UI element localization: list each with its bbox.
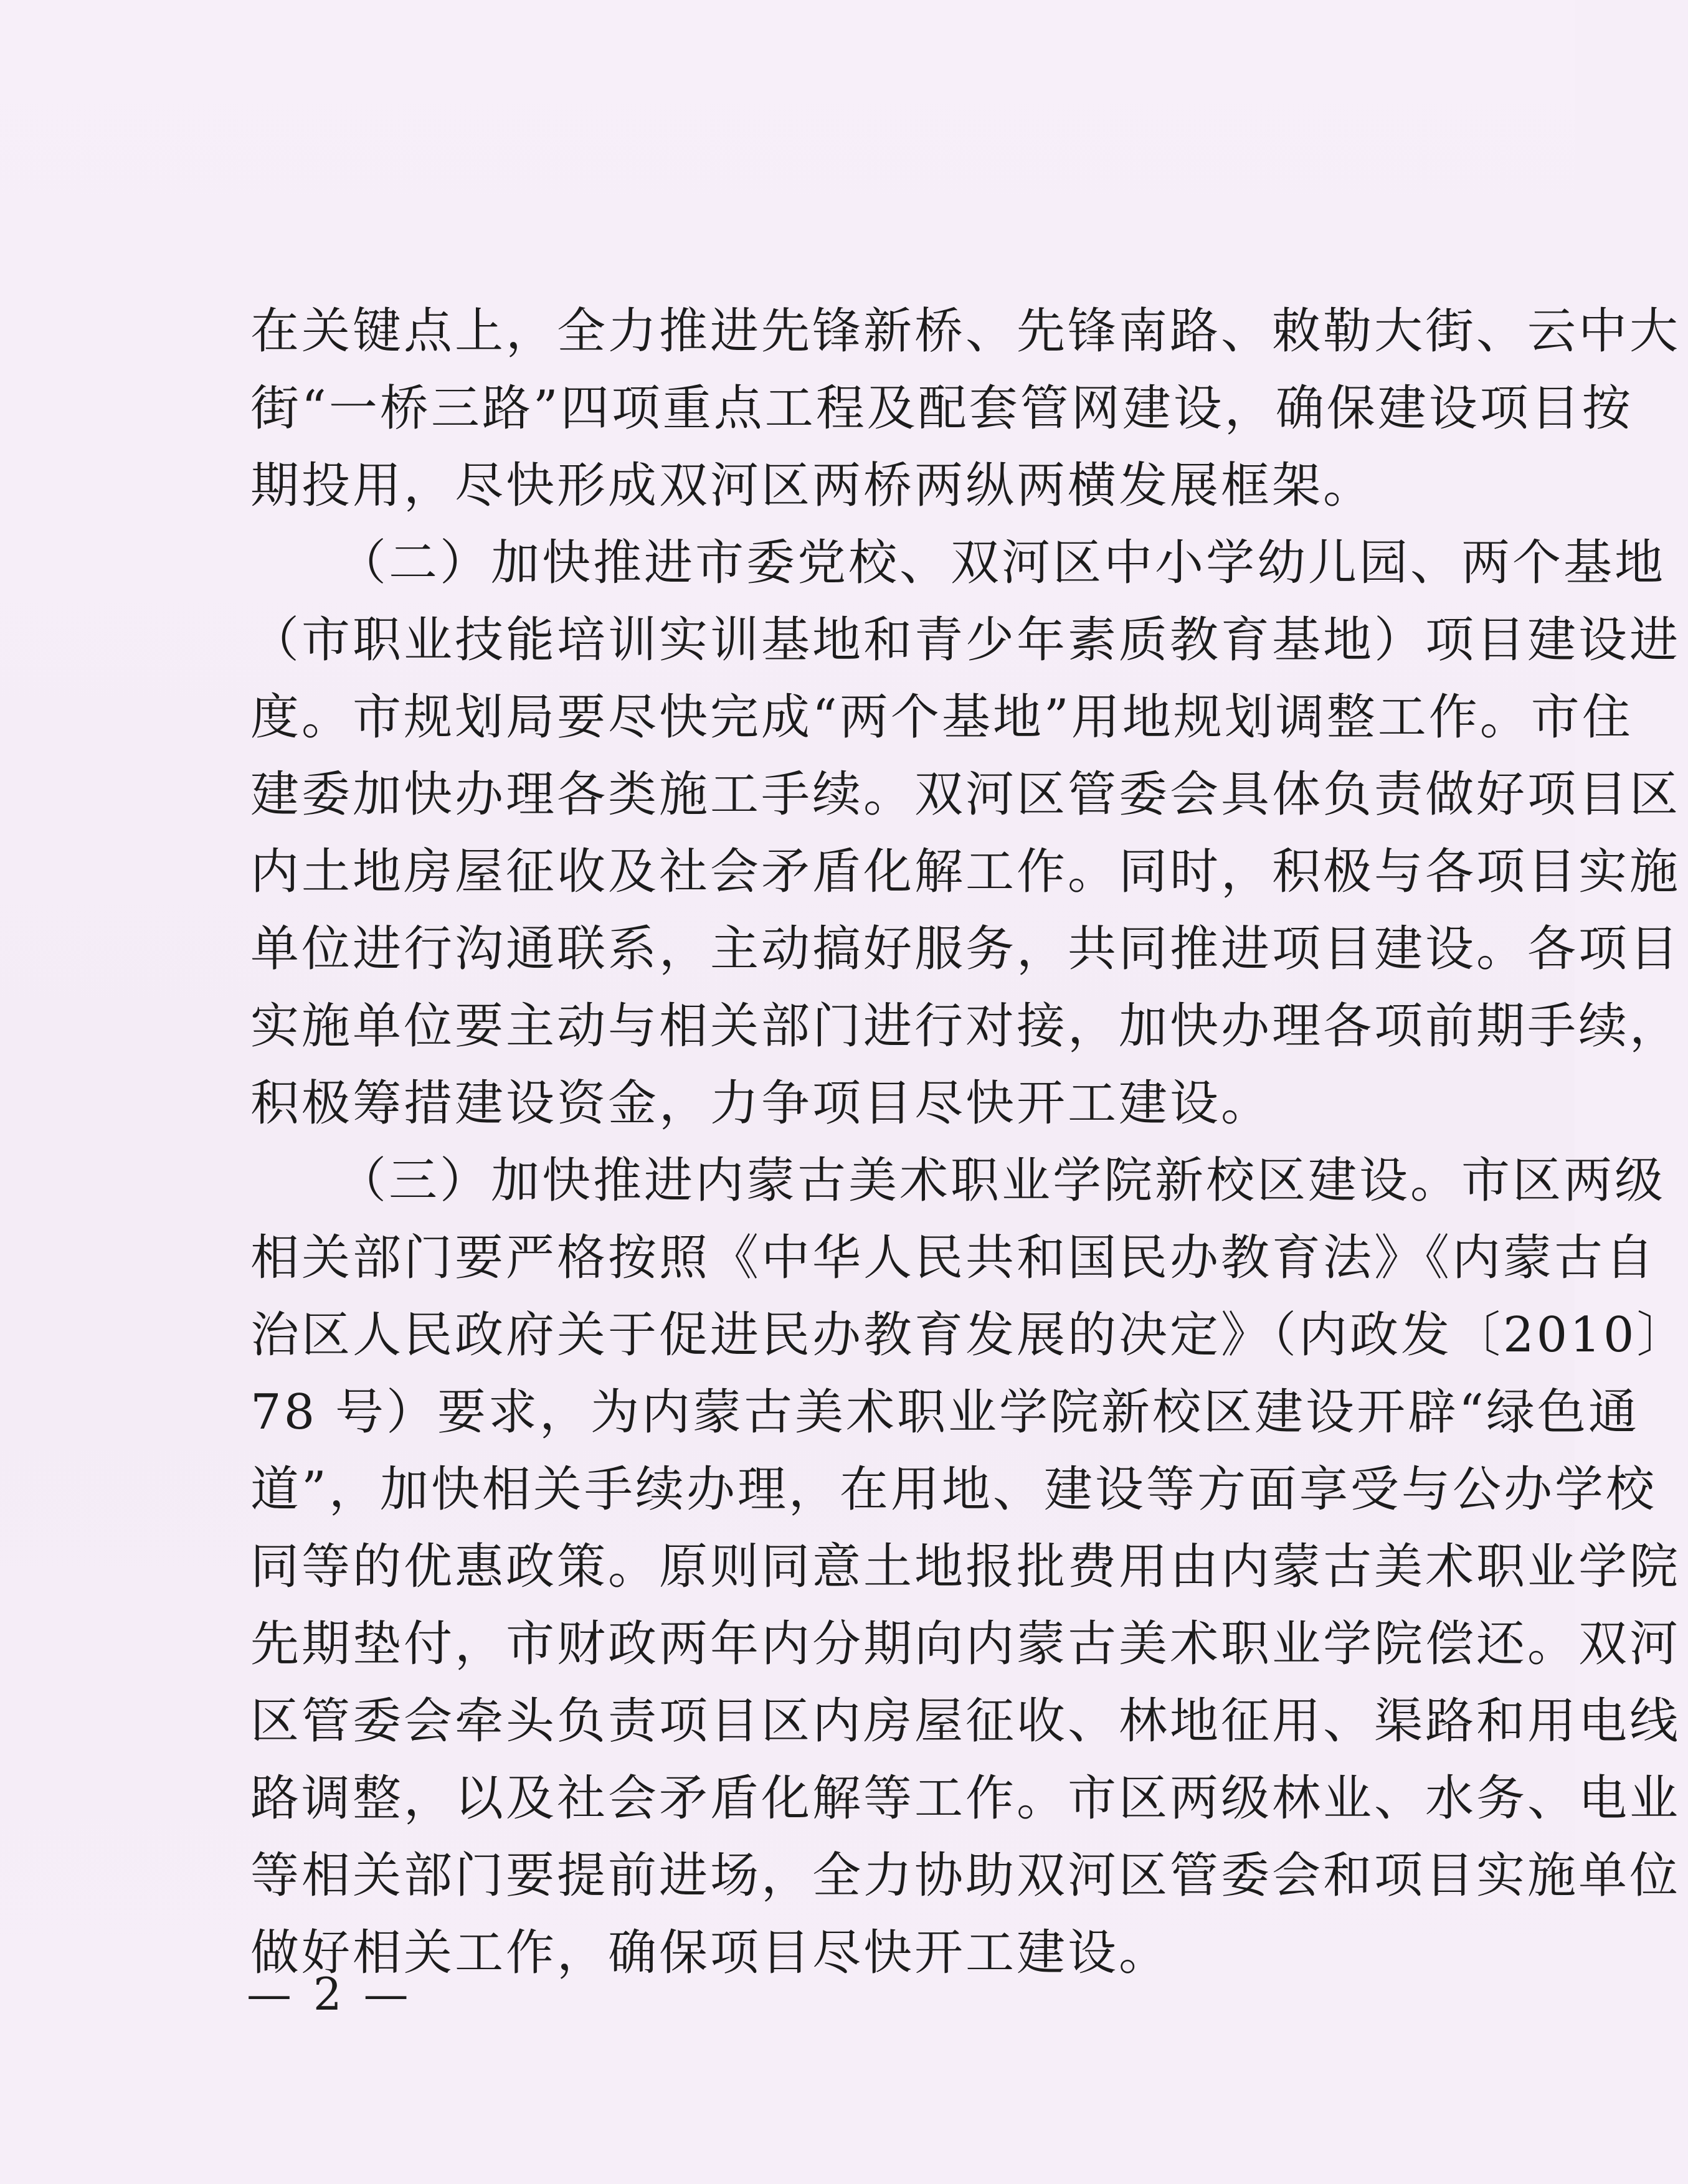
text-line: 实施单位要主动与相关部门进行对接，加快办理各项前期手续， (250, 998, 1681, 1054)
text-line: 相关部门要严格按照《中华人民共和国民办教育法》《内蒙古自 (250, 1230, 1657, 1286)
text-line: 在关键点上，全力推进先锋新桥、先锋南路、敕勒大街、云中大 (250, 303, 1681, 359)
text-line: 同等的优惠政策。原则同意土地报批费用由内蒙古美术职业学院 (250, 1539, 1681, 1595)
text-line: 积极筹措建设资金，力争项目尽快开工建设。 (250, 1075, 1273, 1132)
text-line: 道”，加快相关手续办理，在用地、建设等方面享受与公办学校 (250, 1462, 1657, 1518)
text-line: 建委加快办理各类施工手续。双河区管委会具体负责做好项目区 (250, 767, 1681, 823)
text-line: 等相关部门要提前进场，全力协助双河区管委会和项目实施单位 (250, 1848, 1681, 1904)
section-heading-line: （三）加快推进内蒙古美术职业学院新校区建设。市区两级 (338, 1153, 1666, 1209)
text-line: 度。市规划局要尽快完成“两个基地”用地规划调整工作。市住 (250, 689, 1633, 745)
text-line: 先期垫付，市财政两年内分期向内蒙古美术职业学院偿还。双河 (250, 1616, 1681, 1672)
text-line: 街“一桥三路”四项重点工程及配套管网建设，确保建设项目按 (250, 381, 1633, 437)
section-heading-line: （二）加快推进市委党校、双河区中小学幼儿园、两个基地 (338, 535, 1666, 591)
text-line: 路调整，以及社会矛盾化解等工作。市区两级林业、水务、电业 (250, 1770, 1681, 1827)
text-line: 内土地房屋征收及社会矛盾化解工作。同时，积极与各项目实施 (250, 844, 1681, 900)
text-line: 78 号）要求，为内蒙古美术职业学院新校区建设开辟“绿色通 (250, 1384, 1639, 1440)
text-line: 期投用，尽快形成双河区两桥两纵两横发展框架。 (250, 458, 1375, 514)
text-line: 做好相关工作，确保项目尽快开工建设。 (250, 1925, 1170, 1981)
page-number: — 2 — (247, 1968, 412, 2020)
text-line: （市职业技能培训实训基地和青少年素质教育基地）项目建设进 (250, 612, 1681, 668)
text-line: 治区人民政府关于促进民办教育发展的决定》（内政发〔2010〕 (250, 1307, 1688, 1363)
body-text (250, 293, 1688, 1992)
text-line: 单位进行沟通联系，主动搞好服务，共同推进项目建设。各项目 (250, 921, 1681, 977)
text-line: 区管委会牵头负责项目区内房屋征收、林地征用、渠路和用电线 (250, 1693, 1681, 1749)
